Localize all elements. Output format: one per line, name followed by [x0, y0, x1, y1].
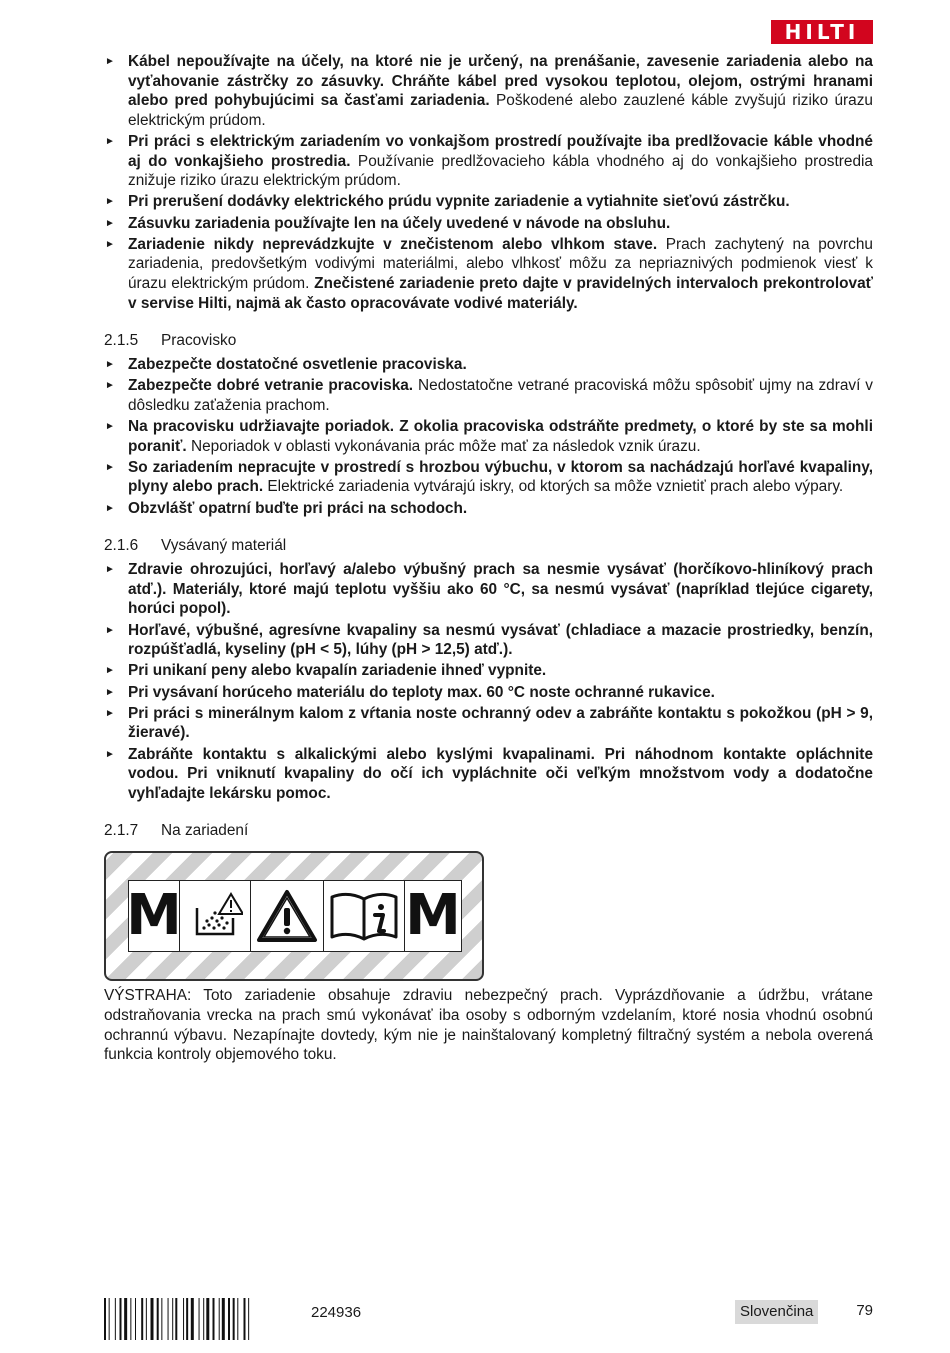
list-item — [104, 621, 873, 660]
section-number: 2.1.7 — [104, 822, 139, 840]
list-item — [104, 458, 873, 497]
bullet-arrow-icon: ► — [105, 238, 115, 250]
bullet-arrow-icon: ► — [105, 665, 115, 677]
list-item — [104, 704, 873, 743]
pracovisko-bullet-list — [104, 355, 873, 518]
list-item — [104, 235, 873, 313]
bullet-arrow-icon: ► — [105, 624, 115, 636]
item-bold: Horľavé, výbušné, agresívne kvapaliny sa nesmú vysávať (chladiace a mazacie prostriedky, benzín, rozpúšťadlá, kyseliny (pH < 5), lúhy (pH > 12,5) atď.). — [128, 621, 873, 659]
item-bold: Obzvlášť opatrní buďte pri práci na schodoch. — [128, 499, 468, 517]
dust-class-m-right — [405, 881, 461, 951]
dust-class-m-left — [126, 881, 182, 951]
item-bold: Zabráňte kontaktu s alkalickými alebo kyslými kvapalinami. Pri náhodnom kontakte opláchnite vodou. Pri vniknutí kvapaliny do očí ich vypláchnite oči veľkým množstvom vody a dodatočne vyhľadajte lekársku pomoc. — [128, 745, 873, 802]
page-footer — [104, 1298, 873, 1338]
item-bold: Pri prerušení dodávky elektrického prúdu vypnite zariadenie a vytiahnite sieťovú zástrčku. — [128, 193, 790, 211]
document-number: 224936 — [311, 1304, 362, 1321]
list-item — [104, 214, 873, 234]
dust-class-letter: M — [126, 883, 182, 949]
vysavany-material-bullet-list — [104, 560, 873, 803]
item-bold: Zdravie ohrozujúci, horľavý a/alebo výbušný prach sa nesmie vysávať (horčíkovo-hliníkový prach atď.). Materiály, ktoré majú teplotu vyššiu ako 60 °C, sa nesmú vysávať (napríklad tlejúce cigarety, horúci popol). — [128, 561, 873, 618]
page-content — [104, 52, 873, 1065]
item-bold: Pri vysávaní horúceho materiálu do teploty max. 60 °C noste ochranné rukavice. — [128, 683, 715, 701]
bullet-arrow-icon: ► — [105, 686, 115, 698]
bullet-arrow-icon: ► — [105, 359, 115, 371]
section-title: Na zariadení — [161, 822, 249, 840]
section-title: Pracovisko — [161, 332, 237, 350]
dust-class-letter: M — [405, 883, 461, 949]
item-bold: Na pracovisku udržiavajte poriadok. Z okolia pracoviska odstráňte predmety, o ktoré by ste sa mohli poraniť. — [128, 418, 873, 455]
section-number: 2.1.6 — [104, 537, 139, 555]
bullet-arrow-icon: ► — [105, 135, 115, 147]
list-item — [104, 132, 873, 191]
item-bold: Znečistené zariadenie preto dajte v pravidelných intervaloch prekontrolovať v servise Hilti, najmä ak často opracovávate vodivé materiály. — [128, 274, 873, 312]
item-bold: Zariadenie nikdy neprevádzkujte v znečistenom alebo vlhkom stave. — [128, 235, 658, 253]
page-number: 79 — [856, 1302, 873, 1319]
dust-hazard-icon — [180, 881, 251, 951]
language-badge: Slovenčina — [735, 1300, 818, 1324]
section-heading-na-zariadeni — [104, 821, 873, 841]
item-text: Neporiadok v oblasti vykonávania prác môže mať za následok vznik úrazu. — [186, 437, 701, 455]
hilti-logo: HILTI — [771, 20, 873, 44]
bullet-arrow-icon: ► — [105, 502, 115, 514]
device-warning-label — [104, 851, 484, 981]
list-item — [104, 499, 873, 519]
list-item — [104, 192, 873, 212]
item-text: Používanie predlžovacieho kábla vhodného aj do vonkajšieho prostredia znižuje riziko úrazu elektrickým prúdom. — [128, 152, 873, 190]
bullet-arrow-icon: ► — [105, 461, 115, 473]
warning-text: VÝSTRAHA: Toto zariadenie obsahuje zdraviu nebezpečný prach. Vyprázdňovanie a údržbu, vrátane odstraňovania vrecka na prach smú vykonávať iba osoby s odborným vzdelaním, ktoré nosia vhodnú osobnú ochrannú výbavu. Nezapínajte dovtedy, kým nie je nainštalovaný kompletný filtračný systém a nebola overená funkcia kontroly objemového toku. — [104, 987, 873, 1064]
warning-label-icon-strip — [128, 880, 462, 952]
item-bold: So zariadením nepracujte v prostredí s hrozbou výbuchu, v ktorom sa nachádzajú horľavé kvapaliny, plyny alebo prach. — [128, 458, 873, 496]
item-bold: Zabezpečte dobré vetranie pracoviska. — [128, 377, 414, 395]
bullet-arrow-icon: ► — [105, 380, 115, 392]
bullet-arrow-icon: ► — [105, 564, 115, 576]
list-item — [104, 376, 873, 415]
item-text: Poškodené alebo zauzlené káble zvyšujú riziko úrazu elektrickým prúdom. — [128, 92, 873, 129]
list-item — [104, 661, 873, 681]
section-title: Vysávaný materiál — [161, 537, 287, 555]
intro-bullet-list — [104, 52, 873, 313]
item-text: Prach zachytený na povrchu zariadenia, predovšetkým vodivými materiálmi, alebo vlhkosť môžu za nepriaznivých podmienok viesť k úrazu elektrickým prúdom. — [128, 235, 873, 292]
section-heading-pracovisko — [104, 331, 873, 351]
item-text: Elektrické zariadenia vytvárajú iskry, od ktorých sa môže vznietiť prach alebo výpary. — [263, 478, 844, 496]
list-item — [104, 52, 873, 130]
bullet-arrow-icon: ► — [105, 421, 115, 433]
list-item — [104, 560, 873, 619]
item-bold: Pri práci s minerálnym kalom z vŕtania noste ochranný odev a zabráňte kontaktu s pokožkou (pH > 9, žieravé). — [128, 704, 873, 742]
bullet-arrow-icon: ► — [105, 196, 115, 208]
item-bold: Zabezpečte dostatočné osvetlenie pracoviska. — [128, 356, 467, 374]
manual-info-icon — [324, 881, 405, 951]
section-number: 2.1.5 — [104, 332, 139, 350]
bullet-arrow-icon: ► — [105, 748, 115, 760]
item-bold: Kábel nepoužívajte na účely, na ktoré nie je určený, na prenášanie, zavesenie zariadenia alebo na vyťahovanie zástrčky zo zásuvky. Chráňte kábel pred vysokou teplotou, olejom, ostrými hranami alebo pred pohybujúcimi sa časťami zariadenia. — [128, 53, 873, 110]
warning-triangle-icon — [251, 881, 324, 951]
bullet-arrow-icon: ► — [105, 217, 115, 229]
list-item — [104, 745, 873, 804]
item-bold: Pri práci s elektrickým zariadením vo vonkajšom prostredí používajte iba predlžovacie káble vhodné aj do vonkajšieho prostredia. — [128, 132, 873, 170]
item-text: Nedostatočne vetrané pracoviská môžu spôsobiť ujmy na zdraví v dôsledku zaťaženia prachom. — [128, 377, 873, 414]
item-bold: Pri unikaní peny alebo kvapalín zariadenie ihneď vypnite. — [128, 662, 547, 680]
bullet-arrow-icon: ► — [105, 56, 115, 67]
item-bold: Zásuvku zariadenia používajte len na účely uvedené v návode na obsluhu. — [128, 214, 671, 232]
list-item — [104, 683, 873, 703]
bullet-arrow-icon: ► — [105, 707, 115, 719]
list-item — [104, 417, 873, 456]
list-item — [104, 355, 873, 375]
section-heading-vysavany-material — [104, 536, 873, 556]
barcode-image — [104, 1298, 292, 1340]
